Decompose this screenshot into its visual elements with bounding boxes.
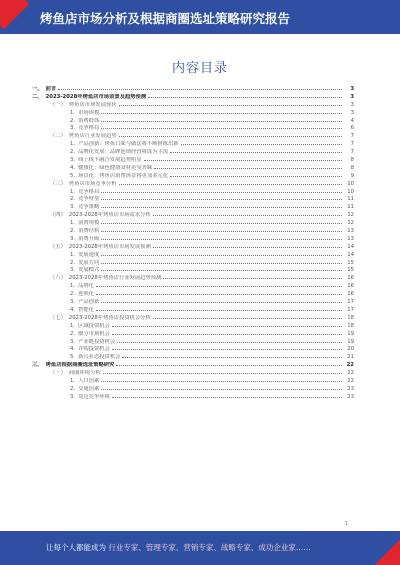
toc-dot-leader: [96, 294, 342, 295]
toc-entry-number: 1.: [70, 141, 76, 148]
toc-entry-label: 烤鱼店根据商圈选址策略研究: [45, 362, 115, 369]
toc-entry-page: 16: [347, 283, 354, 290]
toc-entry-label: 竞争格局: [78, 188, 100, 195]
toc-entry-label: 区域投资机会: [78, 322, 110, 329]
toc-entry[interactable]: [32, 189, 354, 197]
toc-entry-number: 3.: [70, 125, 76, 132]
toc-entry-number: 2.: [70, 330, 76, 337]
toc-entry[interactable]: [32, 244, 354, 252]
toc-entry-page: 9: [350, 172, 354, 179]
report-title: 烤鱼店市场分析及根据商圈选址策略研究报告: [40, 11, 291, 26]
toc-entry-label: 并购投资机会: [78, 346, 110, 353]
toc-dot-leader: [163, 278, 342, 279]
toc-entry-page: 11: [347, 204, 354, 211]
toc-entry-label: 连锁化: [78, 291, 94, 298]
toc-entry-label: 消费群体: [78, 117, 100, 124]
toc-entry-label: 品牌化: [78, 283, 94, 290]
toc-dot-leader: [101, 389, 342, 390]
toc-entry-label: 产业链投资机会: [78, 338, 116, 345]
toc-entry[interactable]: [32, 149, 354, 157]
toc-entry-page: 8: [350, 164, 354, 171]
footer-slogan: [46, 542, 311, 553]
toc-dot-leader: [116, 365, 342, 366]
toc-entry-number: 2.: [70, 228, 76, 235]
toc-entry-label: 发展模式: [78, 267, 100, 274]
toc-entry[interactable]: [32, 165, 354, 173]
toc-entry-label: 2023-2028年烤鱼店行业发展趋势预测: [68, 275, 162, 282]
toc-entry[interactable]: [32, 110, 354, 118]
toc-entry-label: 竞争策略: [78, 204, 100, 211]
toc-entry[interactable]: [32, 173, 354, 181]
toc-entry-label: 周边竞争环境: [78, 393, 110, 400]
toc-entry-page: 22: [346, 362, 354, 369]
toc-dot-leader: [101, 270, 342, 271]
toc-entry-page: 23: [347, 393, 354, 400]
toc-entry-label: 烤鱼店市场发展现状: [68, 101, 117, 108]
toc-dot-leader: [119, 136, 342, 137]
toc-entry[interactable]: [32, 362, 354, 370]
toc-entry-number: 2.: [70, 259, 76, 266]
toc-entry[interactable]: [32, 220, 354, 228]
toc-entry[interactable]: [32, 291, 354, 299]
toc-entry-page: 22: [347, 370, 354, 377]
toc-entry-number: 2.: [70, 385, 76, 392]
toc-entry-label: 2023-2028年烤鱼店投资机会分析: [68, 314, 151, 321]
toc-dot-leader: [96, 310, 342, 311]
toc-entry-page: 10: [347, 188, 354, 195]
toc-entry-page: 15: [347, 259, 354, 266]
toc-entry-number: 2.: [70, 196, 76, 203]
red-corner-accent-footer: [375, 540, 400, 565]
toc-dot-leader: [112, 349, 342, 350]
toc-entry-label: 人口因素: [78, 377, 100, 384]
toc-dot-leader: [58, 89, 342, 90]
toc-entry-page: 13: [347, 235, 354, 242]
toc-entry[interactable]: [32, 267, 354, 275]
toc-entry[interactable]: [32, 204, 354, 212]
table-of-contents: [32, 86, 354, 402]
red-corner-accent: [0, 0, 29, 29]
toc-entry-number: 5.: [70, 172, 76, 179]
toc-entry[interactable]: [32, 354, 354, 362]
toc-dot-leader: [101, 128, 342, 129]
toc-entry-label: 消费升级: [78, 235, 100, 242]
toc-entry-page: 16: [347, 275, 354, 282]
toc-entry-page: 21: [347, 354, 354, 361]
toc-entry-page: 11: [347, 196, 354, 203]
toc-dot-leader: [101, 239, 342, 240]
toc-entry[interactable]: [32, 346, 354, 354]
toc-entry-label: 细分市场机会: [78, 330, 110, 337]
toc-entry-number: 3.: [70, 204, 76, 211]
toc-entry-page: 14: [347, 251, 354, 258]
toc-entry-page: 12: [347, 212, 354, 219]
toc-entry-page: 7: [350, 149, 354, 156]
toc-dot-leader: [112, 326, 342, 327]
toc-entry[interactable]: [32, 86, 354, 94]
toc-dot-leader: [101, 199, 342, 200]
toc-entry-number: 2.: [70, 291, 76, 298]
toc-entry-number: 3.: [70, 157, 76, 164]
toc-entry-number: 1.: [70, 377, 76, 384]
toc-entry-label: 产品创新: [78, 299, 100, 306]
toc-dot-leader: [181, 144, 342, 145]
footer-band: [0, 531, 400, 565]
toc-entry[interactable]: [32, 370, 354, 378]
toc-entry-number: 1.: [70, 109, 76, 116]
toc-dot-leader: [170, 152, 342, 153]
toc-entry-number: 3.: [70, 235, 76, 242]
toc-dot-leader: [170, 176, 342, 177]
toc-entry-page: 4: [350, 117, 354, 124]
toc-entry[interactable]: [32, 315, 354, 323]
toc-entry-number: 1.: [70, 188, 76, 195]
toc-entry[interactable]: [32, 386, 354, 394]
toc-entry-page: 17: [347, 306, 354, 313]
toc-entry-label: 健康化：绿色健康食材更受青睐: [78, 164, 153, 171]
toc-entry-label: 前言: [45, 86, 57, 92]
toc-dot-leader: [153, 215, 342, 216]
toc-dot-leader: [96, 286, 342, 287]
toc-entry-label: 消费结构: [78, 228, 100, 235]
toc-entry-number: （一）: [50, 370, 66, 377]
toc-entry-label: 烤鱼店市场竞争分析: [68, 180, 117, 187]
toc-entry-page: 23: [347, 385, 354, 392]
toc-dot-leader: [154, 168, 342, 169]
toc-dot-leader: [153, 247, 342, 248]
toc-entry-number: 4.: [70, 346, 76, 353]
toc-entry-label: 竞争壁垒: [78, 196, 100, 203]
toc-dot-leader: [148, 97, 342, 98]
toc-dot-leader: [103, 373, 342, 374]
toc-entry-page: 18: [347, 322, 354, 329]
toc-entry-label: 消费规模: [78, 220, 100, 227]
toc-dot-leader: [101, 207, 342, 208]
toc-entry-page: 7: [350, 141, 354, 148]
toc-entry-page: 3: [350, 86, 354, 92]
toc-entry-number: （五）: [50, 243, 66, 250]
toc-dot-leader: [112, 397, 342, 398]
toc-entry-label: 智能化: [78, 306, 94, 313]
toc-dot-leader: [101, 121, 342, 122]
toc-entry[interactable]: [32, 196, 354, 204]
toc-entry-label: 2023-2028年烤鱼店市场需求分析: [68, 212, 151, 219]
toc-entry-label: 商圈环境分析: [68, 370, 101, 377]
toc-dot-leader: [122, 357, 342, 358]
toc-dot-leader: [153, 318, 342, 319]
toc-entry[interactable]: [32, 236, 354, 244]
toc-entry-label: 产品创新：烤鱼口味与做法将不断推陈出新: [78, 141, 179, 148]
toc-entry[interactable]: [32, 141, 354, 149]
toc-entry-label: 发展方向: [78, 259, 100, 266]
footer-lead: 让每个人都能成为: [46, 543, 106, 552]
toc-entry-label: 发展速度: [78, 251, 100, 258]
toc-dot-leader: [101, 113, 342, 114]
toc-entry-number: 1.: [70, 251, 76, 258]
toc-entry-number: （三）: [50, 180, 66, 187]
toc-entry-number: 二、: [32, 93, 43, 100]
toc-entry-number: 2.: [70, 149, 76, 156]
toc-entry-label: 2023-2028年烤鱼店市场前景及趋势预测: [45, 93, 147, 100]
toc-entry-label: 场景化：烤鱼店消费场景将更加多元化: [78, 172, 169, 179]
toc-entry[interactable]: [32, 102, 354, 110]
toc-entry-label: 市场规模: [78, 109, 100, 116]
toc-dot-leader: [101, 231, 342, 232]
toc-entry-label: 品牌化发展：品牌连锁经营将成为主流: [78, 149, 169, 156]
toc-dot-leader: [144, 160, 342, 161]
toc-entry[interactable]: [32, 283, 354, 291]
toc-entry-label: 烤鱼店行业发展趋势: [68, 133, 117, 140]
toc-entry-page: 12: [347, 220, 354, 227]
toc-dot-leader: [101, 381, 342, 382]
toc-dot-leader: [119, 105, 342, 106]
toc-dot-leader: [112, 334, 342, 335]
toc-entry-page: 17: [347, 299, 354, 306]
toc-entry-number: （四）: [50, 212, 66, 219]
toc-entry-page: 19: [347, 330, 354, 337]
toc-entry-number: 3.: [70, 338, 76, 345]
toc-dot-leader: [119, 184, 342, 185]
toc-entry[interactable]: [32, 228, 354, 236]
toc-entry-page: 18: [347, 314, 354, 321]
toc-entry[interactable]: [32, 125, 354, 133]
toc-entry-page: 16: [347, 291, 354, 298]
toc-entry[interactable]: [32, 323, 354, 331]
toc-entry-number: 5.: [70, 354, 76, 361]
toc-entry-page: 6: [350, 125, 354, 132]
toc-entry-number: 3.: [70, 267, 76, 274]
toc-entry[interactable]: [32, 339, 354, 347]
toc-entry-number: （七）: [50, 314, 66, 321]
toc-entry-page: 14: [347, 243, 354, 250]
toc-entry-number: 三、: [32, 362, 43, 369]
toc-heading: 内容目录: [171, 61, 228, 76]
toc-entry[interactable]: [32, 212, 354, 220]
toc-entry-page: 8: [350, 157, 354, 164]
toc-entry-number: 3.: [70, 393, 76, 400]
toc-dot-leader: [101, 302, 342, 303]
toc-entry-number: （六）: [50, 275, 66, 282]
toc-entry[interactable]: [32, 394, 354, 402]
toc-entry-label: 竞争格局: [78, 125, 100, 132]
toc-entry[interactable]: [32, 181, 354, 189]
toc-entry-number: 1.: [70, 220, 76, 227]
toc-entry-page: 3: [350, 93, 354, 100]
toc-entry-number: 4.: [70, 164, 76, 171]
toc-dot-leader: [101, 223, 342, 224]
toc-entry-number: （二）: [50, 133, 66, 140]
toc-entry[interactable]: [32, 307, 354, 315]
toc-entry-page: 7: [350, 133, 354, 140]
toc-dot-leader: [101, 192, 342, 193]
report-header-band: [0, 0, 400, 34]
toc-entry-page: 10: [347, 180, 354, 187]
toc-entry-number: （一）: [50, 101, 66, 108]
toc-entry[interactable]: [32, 252, 354, 260]
toc-entry[interactable]: [32, 378, 354, 386]
toc-entry[interactable]: [32, 118, 354, 126]
toc-entry-number: 3.: [70, 299, 76, 306]
toc-entry[interactable]: [32, 157, 354, 165]
toc-entry[interactable]: [32, 133, 354, 141]
toc-dot-leader: [101, 263, 342, 264]
toc-entry-number: 一、: [32, 86, 43, 92]
toc-entry-page: 3: [350, 101, 354, 108]
toc-entry-page: 20: [347, 346, 354, 353]
toc-entry-label: 新兴业态投资机会: [78, 354, 121, 361]
toc-dot-leader: [117, 342, 342, 343]
toc-entry-number: 1.: [70, 322, 76, 329]
toc-entry[interactable]: [32, 299, 354, 307]
toc-entry-page: 13: [347, 228, 354, 235]
toc-entry-label: 2023-2028年烤鱼店市场发展预测: [68, 243, 151, 250]
toc-entry[interactable]: [32, 260, 354, 268]
toc-entry-label: 交通因素: [78, 385, 100, 392]
page-number: 1: [344, 521, 348, 527]
toc-entry-number: 1.: [70, 283, 76, 290]
toc-entry-number: 4.: [70, 306, 76, 313]
toc-entry-label: 线上线下融合发展趋势明显: [78, 157, 142, 164]
toc-entry[interactable]: [32, 331, 354, 339]
toc-entry-number: 2.: [70, 117, 76, 124]
toc-entry-page: 19: [347, 338, 354, 345]
toc-entry[interactable]: [32, 275, 354, 283]
toc-entry-page: 3: [350, 109, 354, 116]
toc-dot-leader: [101, 255, 342, 256]
toc-entry-page: 15: [347, 267, 354, 274]
toc-entry[interactable]: [32, 94, 354, 102]
footer-roles: 行业专家、管理专家、营销专家、战略专家、成功企业家……: [108, 543, 311, 552]
toc-entry-page: 22: [347, 377, 354, 384]
